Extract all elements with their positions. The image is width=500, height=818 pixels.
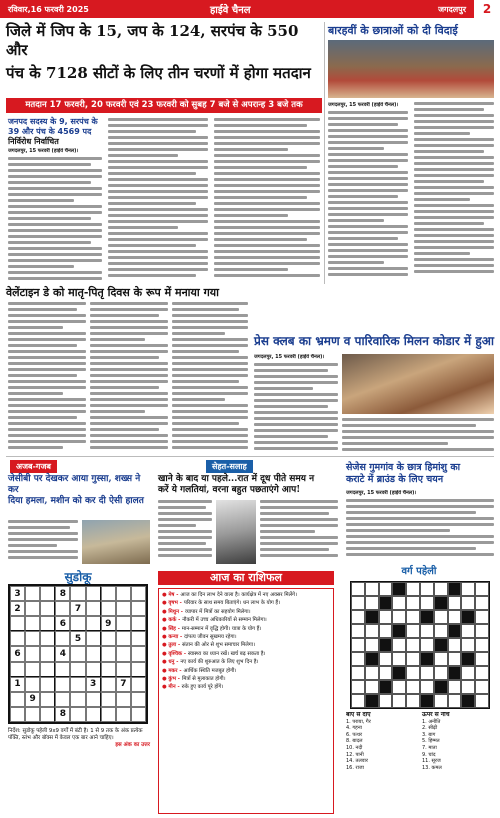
sudoku-cell[interactable] (131, 646, 146, 661)
sudoku-cell[interactable] (86, 692, 101, 707)
crossword-cell[interactable] (351, 694, 365, 708)
crossword-cell[interactable] (434, 666, 448, 680)
lead-subhead: जनपद सदस्य के 9, सरपंच के 39 और पंच के 4569 पद निर्विरोध निर्वाचित (8, 117, 98, 146)
crossword-cell[interactable] (406, 624, 420, 638)
sudoku-cell[interactable]: 7 (70, 601, 85, 616)
crossword-cell (392, 624, 406, 638)
newspaper-brand: हाईवे चैनल (210, 5, 251, 16)
crossword-cell[interactable] (434, 694, 448, 708)
horoscope-item (162, 675, 330, 683)
sudoku-cell[interactable] (40, 707, 55, 722)
crossword-cell[interactable] (420, 666, 434, 680)
lead-headline-line-1: जिले में जिप के 15, जप के 124, सरपंच के 550 और (6, 22, 299, 59)
crossword-cell[interactable] (392, 680, 406, 694)
crossword-cell (461, 694, 475, 708)
crossword-cell (461, 610, 475, 624)
karate-selection-body (346, 490, 494, 560)
farewell-headline[interactable]: बारहवीं के छात्राओं को दी विदाई (328, 24, 458, 37)
sudoku-cell[interactable] (131, 662, 146, 677)
sudoku-cell[interactable] (40, 586, 55, 601)
sudoku-cell[interactable] (116, 616, 131, 631)
edition-city: जगदलपुर (438, 4, 466, 14)
lead-voting-band: मतदान 17 फरवरी, 20 फरवरी एवं 23 फरवरी को सुबह 7 बजे से अपरान्ह 3 बजे तक (6, 98, 322, 113)
horoscope-sign: ● मिथुन - (162, 608, 183, 615)
horoscope-item (162, 599, 330, 607)
karate-selection-dateline: जगदलपुर, 15 फरवरी (हाईवे चैनल)। (346, 490, 417, 496)
crossword-cell[interactable] (448, 680, 462, 694)
crossword-cell (365, 652, 379, 666)
horoscope-text: परिवार के साथ समय बिताएंगे। धन लाभ के योग हैं। (183, 600, 281, 607)
crossword-cell (379, 680, 393, 694)
horoscope-item (162, 608, 330, 616)
page-number: 2 (474, 0, 500, 18)
sudoku-grid[interactable] (8, 584, 148, 724)
crossword-cell[interactable] (406, 596, 420, 610)
crossword-cell[interactable] (351, 638, 365, 652)
sudoku-cell[interactable] (55, 677, 70, 692)
horoscope-text: दांपत्य जीवन सुखमय रहेगा। (184, 634, 237, 641)
horoscope-sign: ● सिंह - (162, 625, 180, 632)
crossword-cell[interactable] (420, 638, 434, 652)
crossword-cell (420, 652, 434, 666)
horoscope-text: स्वास्थ्य का ध्यान रखें। खर्च बढ़ सकता है। (188, 650, 266, 657)
sudoku-cell[interactable] (86, 646, 101, 661)
crossword-clue: 12. पानी (346, 751, 364, 758)
ajab-gajab-body (8, 520, 78, 564)
crossword-clue: 10. नदी (346, 744, 363, 751)
sudoku-cell[interactable] (131, 586, 146, 601)
crossword-down-clues: ऊपर से नीचे 1. अनीति 2. सीढ़ी 3. बाग 5. हिम्मत 7. माता 9. चांद 11. सूरज 13. कमल (422, 712, 494, 814)
crossword-cell[interactable] (365, 582, 379, 596)
sudoku-cell[interactable] (131, 601, 146, 616)
crossword-cell[interactable] (461, 680, 475, 694)
sudoku-cell[interactable] (70, 707, 85, 722)
sudoku-instructions: निर्देश: सुडोकू पहेली 9x9 वर्गों में बंटी है। 1 से 9 तक के अंक प्रत्येक पंक्ति, स्तंभ और बॉक्स में केवल एक बार आने चाहिए। इस अंक का उत्तर (8, 728, 150, 749)
crossword-cell[interactable] (379, 694, 393, 708)
sudoku-cell[interactable] (70, 677, 85, 692)
farewell-story-body-col-2 (414, 102, 494, 284)
crossword-cell[interactable] (475, 680, 489, 694)
sudoku-cell[interactable] (101, 631, 116, 646)
lead-headline[interactable] (6, 22, 322, 83)
farewell-photo (328, 40, 494, 98)
health-advice-headline[interactable]: खाने के बाद या पहले...रात में दूध पीते समय न करें ये गलतियां, वरना बहुत पछताएंगे आप! (158, 474, 315, 495)
lead-story-body-col-1 (8, 148, 102, 284)
crossword-cell[interactable] (461, 638, 475, 652)
crossword-cell[interactable] (379, 610, 393, 624)
lead-headline-line-2: पंच के 7128 सीटों के लिए तीन चरणों में होगा मतदान (6, 64, 311, 82)
crossword-clue: 3. बाग (422, 731, 436, 738)
crossword-cell[interactable] (406, 582, 420, 596)
sudoku-cell[interactable] (70, 646, 85, 661)
crossword-clue: 11. सूरज (422, 758, 441, 765)
crossword-cell (365, 610, 379, 624)
crossword-clue: 14. तलवार (346, 758, 368, 765)
crossword-cell[interactable] (406, 638, 420, 652)
sudoku-cell[interactable] (70, 616, 85, 631)
horoscope-text: मान-सम्मान में वृद्धि होगी। यात्रा के योग हैं। (181, 625, 262, 632)
ajab-gajab-tag: अजब-गजब (10, 460, 57, 473)
sudoku-cell[interactable] (25, 616, 40, 631)
crossword-cell[interactable] (434, 582, 448, 596)
sudoku-cell[interactable] (131, 677, 146, 692)
column-divider (324, 22, 325, 284)
horoscope-item (162, 683, 330, 691)
crossword-cell[interactable] (392, 694, 406, 708)
crossword-cell[interactable] (448, 610, 462, 624)
sudoku-cell[interactable] (55, 631, 70, 646)
sudoku-cell[interactable] (25, 601, 40, 616)
lead-story-body-col-2 (108, 118, 208, 284)
crossword-cell[interactable] (420, 624, 434, 638)
farewell-dateline: जगदलपुर, 15 फरवरी (हाईवे चैनल)। (328, 102, 399, 108)
horoscope-text: संतान की ओर से शुभ समाचार मिलेगा। (182, 642, 256, 649)
crossword-clue: 2. सीढ़ी (422, 725, 438, 732)
press-club-dateline: जगदलपुर, 15 फरवरी (हाईवे चैनल)। (254, 354, 325, 360)
sudoku-cell[interactable] (131, 692, 146, 707)
sudoku-cell[interactable] (86, 586, 101, 601)
sudoku-cell[interactable] (40, 662, 55, 677)
sudoku-cell[interactable]: 3 (10, 586, 25, 601)
horoscope-text: मित्रों से मुलाकात होगी। (181, 676, 226, 683)
valentine-story-body (8, 302, 86, 452)
horoscope-text: व्यापार में मित्रों का सहयोग मिलेगा। (184, 608, 251, 615)
crossword-cell[interactable] (475, 652, 489, 666)
horoscope-sign: ● मीन - (162, 684, 180, 691)
crossword-cell[interactable] (475, 694, 489, 708)
sudoku-cell[interactable]: 8 (55, 707, 70, 722)
press-club-story-body (254, 354, 338, 454)
karate-selection-headline[interactable]: सेजेस गुमगांव के छात्र हिमांशु का कराटे में ब्राउंड के लिए चयन (346, 462, 461, 485)
crossword-clue: 5. हिम्मत (422, 738, 440, 745)
sudoku-cell[interactable] (116, 631, 131, 646)
crossword-cell[interactable] (379, 666, 393, 680)
crossword-cell[interactable] (420, 596, 434, 610)
horoscope-item (162, 641, 330, 649)
sudoku-cell[interactable] (116, 662, 131, 677)
horoscope-sign: ● कन्या - (162, 634, 183, 641)
sudoku-cell[interactable] (101, 677, 116, 692)
sudoku-cell[interactable] (40, 601, 55, 616)
crossword-across-clues: बाएं से दाएं 1. पराया, गैर 4. गहना 6. पत्थर 8. बादल 10. नदी 12. पानी 14. तलवार 16. राजा (346, 712, 418, 814)
sudoku-cell[interactable] (25, 707, 40, 722)
sudoku-cell[interactable] (101, 707, 116, 722)
crossword-cell (420, 610, 434, 624)
sudoku-cell[interactable] (25, 662, 40, 677)
health-advice-body-col-2 (260, 500, 338, 564)
sudoku-cell[interactable] (116, 692, 131, 707)
crossword-cell[interactable] (475, 624, 489, 638)
health-advice-photo (216, 500, 256, 564)
sudoku-cell[interactable]: 4 (55, 646, 70, 661)
sudoku-cell[interactable] (116, 586, 131, 601)
press-club-headline[interactable]: प्रेस क्लब का भ्रमण व पारिवारिक मिलन कोडार में हुआ (254, 334, 494, 348)
crossword-cell[interactable] (406, 680, 420, 694)
sudoku-cell[interactable] (70, 692, 85, 707)
crossword-clue: 4. गहना (346, 725, 362, 732)
sudoku-cell[interactable] (86, 601, 101, 616)
sudoku-cell[interactable] (55, 662, 70, 677)
press-club-photo (342, 354, 494, 414)
sudoku-cell[interactable] (10, 616, 25, 631)
horoscope-sign: ● वृषभ - (162, 600, 182, 607)
crossword-cell[interactable] (475, 582, 489, 596)
valentine-story-body-col-3 (172, 302, 248, 452)
farewell-story-body-col-1 (328, 102, 408, 284)
crossword-cell[interactable] (448, 638, 462, 652)
crossword-cell[interactable] (475, 596, 489, 610)
crossword-clue: 9. चांद (422, 751, 436, 758)
section-divider (6, 456, 494, 457)
sudoku-cell[interactable] (70, 586, 85, 601)
crossword-clue: 1. पराया, गैर (346, 718, 371, 725)
crossword-cell (420, 694, 434, 708)
crossword-cell[interactable] (406, 694, 420, 708)
sudoku-cell[interactable] (86, 616, 101, 631)
sudoku-cell[interactable]: 3 (86, 677, 101, 692)
crossword-cell (461, 652, 475, 666)
masthead (0, 0, 500, 18)
crossword-cell[interactable] (351, 680, 365, 694)
crossword-cell[interactable] (392, 596, 406, 610)
horoscope-sign: ● मकर - (162, 667, 182, 674)
horoscope-item (162, 591, 330, 599)
crossword-clues (346, 712, 494, 814)
sudoku-cell[interactable]: 1 (10, 677, 25, 692)
crossword-cell[interactable] (351, 610, 365, 624)
sudoku-cell[interactable]: 9 (25, 692, 40, 707)
crossword-cell[interactable] (448, 652, 462, 666)
sudoku-cell[interactable] (10, 631, 25, 646)
valentine-headline[interactable]: वेलेंटाइन डे को मातृ-पितृ दिवस के रूप में मनाया गया (6, 286, 220, 299)
horoscope-text: रुके हुए कार्य पूरे होंगे। (181, 684, 224, 691)
crossword-cell[interactable] (461, 582, 475, 596)
horoscope-item (162, 650, 330, 658)
sudoku-cell[interactable]: 8 (55, 586, 70, 601)
crossword-cell (434, 638, 448, 652)
sudoku-cell[interactable] (10, 707, 25, 722)
sudoku-cell[interactable] (86, 662, 101, 677)
crossword-clue: 16. राजा (346, 764, 364, 771)
crossword-cell (434, 596, 448, 610)
horoscope-text: नए कार्य की शुरुआत के लिए शुभ दिन है। (180, 659, 259, 666)
sudoku-cell[interactable] (86, 631, 101, 646)
sudoku-cell[interactable] (116, 707, 131, 722)
crossword-cell (365, 694, 379, 708)
horoscope-sign: ● कुंभ - (162, 676, 180, 683)
crossword-cell[interactable] (475, 666, 489, 680)
sudoku-cell[interactable]: 9 (101, 616, 116, 631)
crossword-cell[interactable] (365, 680, 379, 694)
valentine-story-body-col-2 (90, 302, 168, 452)
horoscope-list (158, 588, 334, 814)
crossword-cell[interactable] (351, 666, 365, 680)
crossword-cell[interactable] (420, 680, 434, 694)
crossword-grid[interactable] (350, 581, 490, 709)
sudoku-cell[interactable] (25, 631, 40, 646)
crossword-cell (379, 596, 393, 610)
crossword-title: वर्ग पहेली (401, 566, 437, 577)
ajab-gajab-photo (82, 520, 150, 564)
crossword-cell[interactable] (392, 610, 406, 624)
sudoku-cell[interactable] (40, 646, 55, 661)
horoscope-text: नौकरी में उच्च अधिकारियों से सम्मान मिलेगा। (182, 617, 267, 624)
crossword-cell[interactable] (406, 610, 420, 624)
horoscope-item (162, 616, 330, 624)
sudoku-cell[interactable] (101, 586, 116, 601)
sudoku-cell[interactable] (131, 707, 146, 722)
crossword-cell[interactable] (406, 652, 420, 666)
crossword-cell[interactable] (379, 652, 393, 666)
crossword-clue: 1. अनीति (422, 718, 441, 725)
crossword-cell[interactable] (461, 624, 475, 638)
sudoku-cell[interactable]: 5 (70, 631, 85, 646)
sudoku-cell[interactable] (40, 692, 55, 707)
sudoku-cell[interactable] (40, 616, 55, 631)
health-advice-tag: सेहत-सलाह (206, 460, 253, 473)
crossword-cell[interactable] (448, 596, 462, 610)
health-advice-body (158, 500, 212, 564)
crossword-cell[interactable] (365, 638, 379, 652)
horoscope-item (162, 658, 330, 666)
crossword-cell (448, 582, 462, 596)
crossword-clue: 6. पत्थर (346, 731, 363, 738)
crossword-cell[interactable] (351, 582, 365, 596)
crossword-cell[interactable] (351, 624, 365, 638)
crossword-cell[interactable] (365, 596, 379, 610)
crossword-cell[interactable] (351, 652, 365, 666)
crossword-cell[interactable] (406, 666, 420, 680)
crossword-cell[interactable] (392, 638, 406, 652)
sudoku-cell[interactable]: 7 (116, 677, 131, 692)
sudoku-cell[interactable] (101, 692, 116, 707)
crossword-clue: 8. बादल (346, 738, 363, 745)
sudoku-cell[interactable]: 6 (55, 616, 70, 631)
sudoku-cell[interactable] (10, 692, 25, 707)
lead-story-body-col-3 (214, 118, 320, 284)
ajab-gajab-headline[interactable]: जेसीबी पर देखकर आया गुस्सा, शख्स ने कर दिया हमला, मशीन को कर दी ऐसी हालत (8, 474, 144, 506)
sudoku-cell[interactable] (10, 662, 25, 677)
crossword-cell[interactable] (365, 624, 379, 638)
crossword-cell[interactable] (434, 652, 448, 666)
horoscope-item (162, 667, 330, 675)
sudoku-cell[interactable] (101, 662, 116, 677)
crossword-cell (392, 582, 406, 596)
crossword-cell[interactable] (379, 624, 393, 638)
crossword-cell (448, 666, 462, 680)
crossword-cell[interactable] (461, 666, 475, 680)
horoscope-item (162, 625, 330, 633)
sudoku-cell[interactable] (101, 601, 116, 616)
sudoku-cell[interactable] (86, 707, 101, 722)
crossword-cell[interactable] (420, 582, 434, 596)
sudoku-cell[interactable] (25, 646, 40, 661)
crossword-cell[interactable] (461, 596, 475, 610)
sudoku-cell[interactable] (40, 677, 55, 692)
sudoku-cell[interactable]: 2 (10, 601, 25, 616)
crossword-cell[interactable] (365, 666, 379, 680)
crossword-cell[interactable] (434, 624, 448, 638)
crossword-cell (392, 666, 406, 680)
crossword-cell (448, 624, 462, 638)
sudoku-cell[interactable] (25, 586, 40, 601)
crossword-cell[interactable] (379, 582, 393, 596)
press-club-story-body-col-2 (342, 418, 494, 454)
horoscope-sign: ● धनु - (162, 659, 179, 666)
horoscope-title: आज का राशिफल (158, 571, 334, 585)
crossword-cell[interactable] (448, 694, 462, 708)
crossword-cell[interactable] (434, 610, 448, 624)
sudoku-cell[interactable] (70, 662, 85, 677)
crossword-clue: 7. माता (422, 744, 437, 751)
sudoku-cell[interactable] (40, 631, 55, 646)
horoscope-text: आर्थिक स्थिति मजबूत होगी। (183, 667, 237, 674)
sudoku-cell[interactable] (131, 616, 146, 631)
sudoku-cell[interactable] (55, 692, 70, 707)
horoscope-item (162, 633, 330, 641)
horoscope-sign: ● तुला - (162, 642, 181, 649)
sudoku-cell[interactable] (25, 677, 40, 692)
crossword-cell[interactable] (475, 638, 489, 652)
crossword-cell (434, 680, 448, 694)
crossword-cell[interactable] (392, 652, 406, 666)
sudoku-cell[interactable] (116, 601, 131, 616)
crossword-clue: 13. कमल (422, 764, 442, 771)
sudoku-title: सुडोकू (64, 570, 92, 584)
sudoku-cell[interactable]: 6 (10, 646, 25, 661)
horoscope-sign: ● मेष - (162, 592, 179, 598)
issue-date: रविवार,16 फरवरी 2025 (8, 4, 89, 14)
horoscope-sign: ● वृश्चिक - (162, 650, 187, 657)
sudoku-cell[interactable] (131, 631, 146, 646)
crossword-cell[interactable] (351, 596, 365, 610)
sudoku-cell[interactable] (55, 601, 70, 616)
horoscope-text: आज का दिन लाभ देने वाला है। कार्यक्षेत्र में नए अवसर मिलेंगे। (180, 592, 298, 598)
lead-dateline: जगदलपुर, 15 फरवरी (हाईवे चैनल)। (8, 148, 79, 154)
crossword-cell[interactable] (475, 610, 489, 624)
sudoku-cell[interactable] (101, 646, 116, 661)
sudoku-cell[interactable] (116, 646, 131, 661)
horoscope-sign: ● कर्क - (162, 617, 181, 624)
crossword-cell (379, 638, 393, 652)
